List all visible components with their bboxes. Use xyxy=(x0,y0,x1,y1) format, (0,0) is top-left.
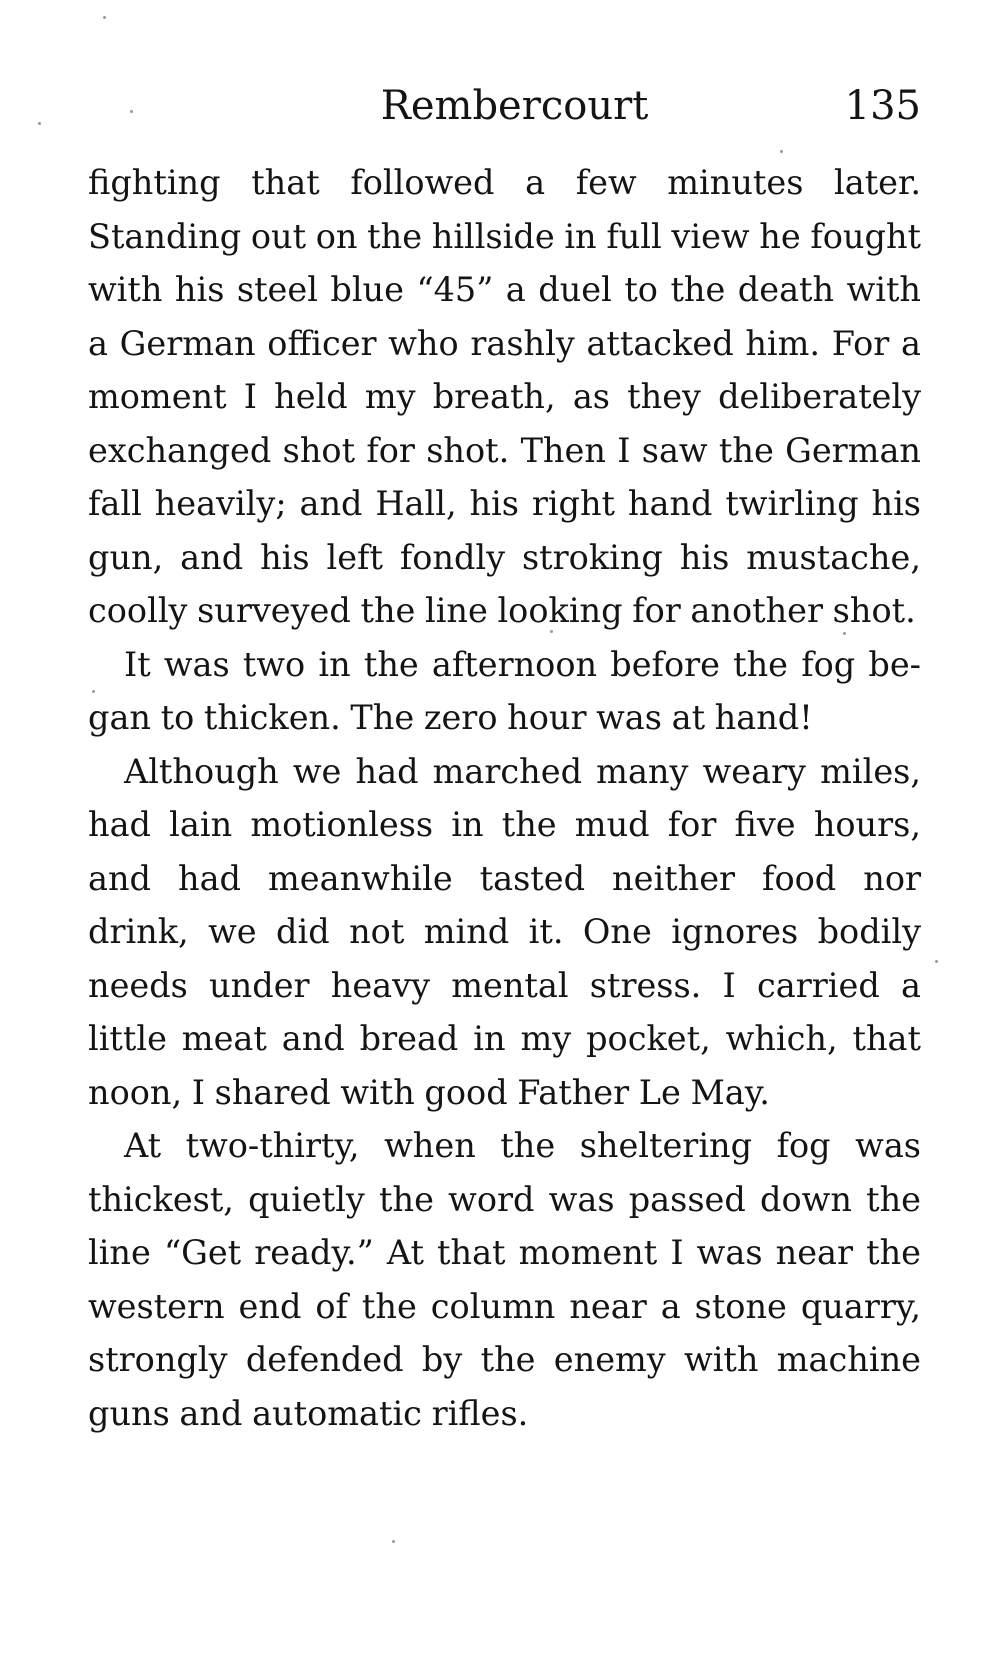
page-header xyxy=(88,76,921,136)
scan-speck xyxy=(130,110,133,113)
body-text xyxy=(88,156,921,1440)
scan-speck xyxy=(550,630,553,633)
page-number: 135 xyxy=(844,83,921,129)
running-title: Rembercourt xyxy=(380,83,649,129)
paragraph-fog: It was two in the afternoon before the fog began to thicken. The zero hour was at hand! xyxy=(88,644,921,737)
scan-speck xyxy=(392,1540,395,1543)
scan-speck xyxy=(780,150,783,153)
scan-speck xyxy=(843,632,846,635)
scan-speck xyxy=(92,690,95,693)
scan-speck xyxy=(103,16,106,19)
scan-speck xyxy=(935,960,938,963)
scan-speck xyxy=(38,122,41,125)
paragraph-get-ready: At two-thirty, when the sheltering fog was thickest, quietly the word was passed down the line “Get ready.” At that moment I was near the western end of the column near a stone quarry, strongly defended by the enemy with machine guns and automatic rifles. xyxy=(88,1126,921,1433)
paragraph-march: Although we had marched many weary miles, had lain motionless in the mud for five hours, and had meanwhile tasted neither food nor drink, we did not mind it. One ignores bodily needs under heavy mental stress. I carried a little meat and bread in my pocket, which, that noon, I shared with good Father Le May. xyxy=(88,751,921,1112)
paragraph-continued: fighting that followed a few minutes later. Standing out on the hillside in full view he fought with his steel blue “45” a duel to the death with a German officer who rashly attacked him. For a moment I held my breath, as they deliberately exchanged shot for shot. Then I saw the German fall heavily; and Hall, his right hand twirling his gun, and his left fondly stroking his mustache, coolly surveyed the line looking for another shot. xyxy=(88,163,921,630)
